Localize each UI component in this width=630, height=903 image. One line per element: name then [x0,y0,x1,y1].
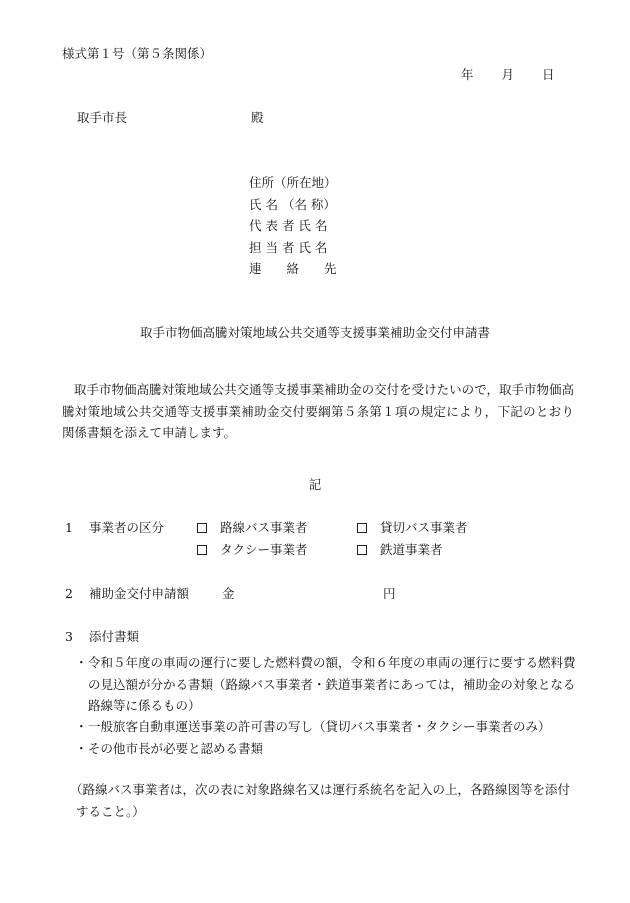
attachment-item-text: 令和５年度の車両の運行に要した燃料費の額，令和６年度の車両の運行に要する燃料費の見込額が分かる書類（路線バス事業者・鉄道事業者にあっては，補助金の対象となる路線等に係るもの） [88,655,576,713]
section3-label: 添付書類 [89,629,140,644]
amount-prefix: 金 [222,586,235,601]
option-route-bus[interactable] [197,522,308,535]
option-railway[interactable] [357,544,443,557]
applicant-contact-label: 連 絡 先 [249,261,337,276]
bullet: ・ [75,741,88,756]
addressee-name: 取手市長 [77,110,128,125]
date-month: 月 [501,67,515,82]
section3-number: 3 [65,629,73,644]
applicant-block [249,177,337,285]
checkbox-taxi[interactable] [197,545,207,555]
ki-heading: 記 [308,477,322,492]
option-charter-bus-label: 貸切バス事業者 [380,520,468,535]
applicant-address-label: 住所（所在地） [249,175,337,190]
addressee-honorific: 殿 [251,110,264,125]
note [66,779,580,822]
section2-number: 2 [65,586,73,601]
option-route-bus-label: 路線バス事業者 [220,520,308,535]
applicant-name-label: 氏 名 （名 称） [249,196,336,212]
checkbox-charter-bus[interactable] [357,523,367,533]
checkbox-railway[interactable] [357,545,367,555]
section1-number: 1 [65,520,73,535]
note-text: （路線バス事業者は，次の表に対象路線名又は運行系統名を記入の上，各路線図等を添付すること。） [70,782,571,819]
option-charter-bus[interactable] [357,522,468,535]
option-taxi[interactable] [197,544,308,557]
body-paragraph-text: 取手市物価高騰対策地域公共交通等支援事業補助金の交付を受けたいので，取手市物価高騰対策地域公共交通等支援事業補助金交付要綱第５条第１項の規定により，下記のとおり関係書類を添えて申請します。 [62,382,574,440]
applicant-representative-label: 代 表 者 氏 名 [249,218,328,233]
document-title: 取手市物価高騰対策地域公共交通等支援事業補助金交付申請書 [139,325,490,340]
attachment-item [75,716,580,738]
applicant-person-in-charge-label: 担 当 者 氏 名 [249,239,328,255]
section1-label: 事業者の区分 [89,520,165,535]
option-railway-label: 鉄道事業者 [380,542,443,557]
addressee [77,112,264,125]
date-line [461,69,555,82]
attachment-item [75,738,580,760]
attachment-item-text: 一般旅客自動車運送事業の許可書の写し（貸切バス事業者・タクシー事業者のみ） [88,719,551,734]
amount-unit: 円 [383,586,396,601]
checkbox-route-bus[interactable] [197,523,207,533]
form-number: 様式第１号（第５条関係） [62,46,213,61]
attachment-item-text: その他市長が必要と認める書類 [88,741,264,756]
bullet: ・ [75,719,88,734]
body-paragraph [62,379,574,444]
attachment-item [75,652,580,717]
date-year: 年 [461,67,474,82]
section2-label: 補助金交付申請額 [89,586,190,601]
option-taxi-label: タクシー事業者 [220,542,308,557]
bullet: ・ [75,655,88,670]
date-day: 日 [542,67,555,82]
